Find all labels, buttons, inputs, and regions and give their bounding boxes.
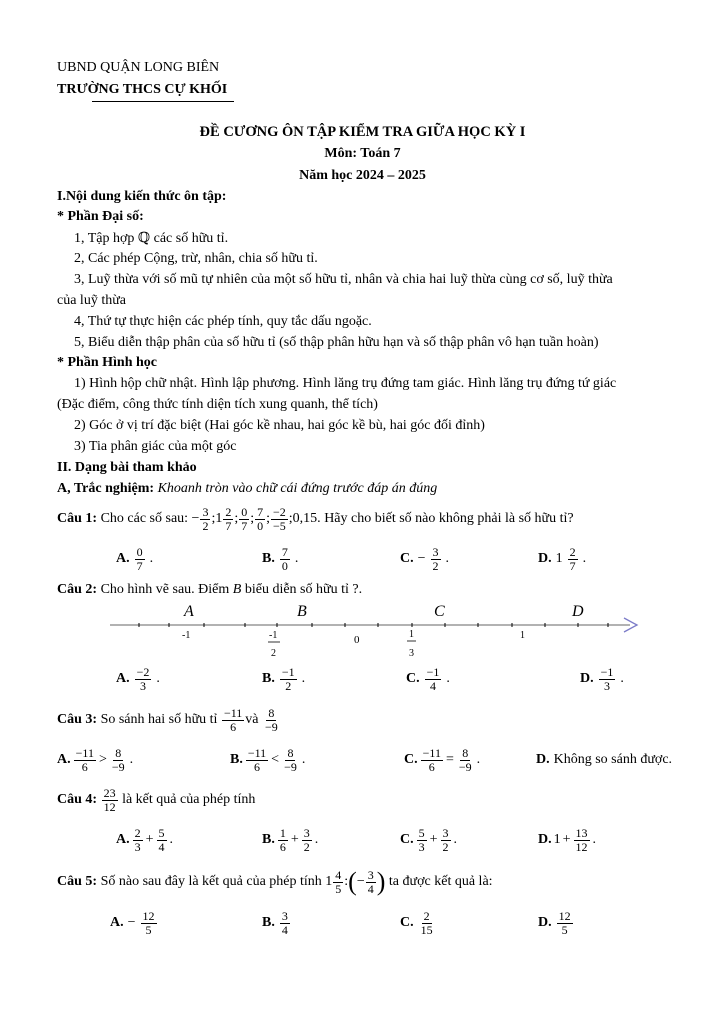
q4-label: Câu 4: xyxy=(57,792,98,807)
q3-b-fraction-1: $\frac{-11}{6}$ xyxy=(247,745,267,774)
dot: . xyxy=(620,671,624,686)
option-label: B. xyxy=(230,752,243,767)
q1-option-d[interactable] xyxy=(538,542,586,576)
option-label: B. xyxy=(262,832,275,847)
q3-text: So sánh hai số hữu tỉ xyxy=(100,712,218,727)
dot: . xyxy=(476,752,481,767)
plus: + xyxy=(429,832,438,847)
q2-d-fraction: $\frac{-1}{3}$ xyxy=(600,664,614,693)
tick-label-zero: 0 xyxy=(354,634,360,646)
option-label: B. xyxy=(262,915,275,930)
point-label-c: C xyxy=(434,603,445,620)
right-paren: ) xyxy=(376,867,386,896)
q2-label: Câu 2: xyxy=(57,582,98,597)
q1-text-question: Hãy cho biết số nào không phải là số hữu tỉ? xyxy=(324,511,574,526)
dot: . xyxy=(314,832,319,847)
algebra-item-4: 4, Thứ tự thực hiện các phép tính, quy tắc dấu ngoặc. xyxy=(74,314,372,329)
district-name: UBND QUẬN LONG BIÊN xyxy=(57,60,220,75)
q4-option-d[interactable] xyxy=(538,823,596,857)
q2-option-b[interactable] xyxy=(262,662,305,696)
algebra-item-3-continued: của luỹ thừa xyxy=(57,293,127,308)
q4-fraction: $\frac{23}{12}$ xyxy=(103,785,116,814)
q2-text-rest: biểu diễn số hữu tỉ ?. xyxy=(244,582,363,597)
question-3 xyxy=(57,703,281,737)
dot: . xyxy=(294,551,299,566)
dot: . xyxy=(592,832,597,847)
question-2 xyxy=(57,582,362,598)
q3-option-a[interactable] xyxy=(57,743,133,777)
whole: 1 xyxy=(555,551,563,566)
fraction: $\frac{2}{15}$ xyxy=(420,908,433,937)
whole: 1 xyxy=(553,832,561,847)
tick-label-minus-half-den: 2 xyxy=(271,648,276,659)
q2-option-d[interactable] xyxy=(580,662,624,696)
q5-label: Câu 5: xyxy=(57,874,98,889)
q3-label: Câu 3: xyxy=(57,712,98,727)
tick-label-minus-half-num: -1 xyxy=(269,630,278,641)
question-4 xyxy=(57,783,255,817)
geometry-item-2: 2) Góc ở vị trí đặc biệt (Hai góc kề nhau, hai góc kề bù, hai góc đối đỉnh) xyxy=(74,418,485,433)
q5-text-intro: Số nào sau đây là kết quả của phép tính xyxy=(100,874,322,889)
q2-option-c[interactable] xyxy=(406,662,450,696)
q3-option-c[interactable] xyxy=(404,743,480,777)
mc-heading: A, Trắc nghiệm: xyxy=(57,481,155,496)
dot: . xyxy=(156,671,160,686)
question-5 xyxy=(57,864,493,900)
q4-option-c[interactable] xyxy=(400,823,457,857)
q2-a-fraction: $\frac{-2}{3}$ xyxy=(136,664,150,693)
dot: . xyxy=(149,551,154,566)
q5-fraction-1: $\frac{4}{5}$ xyxy=(335,867,342,896)
option-label: D. xyxy=(538,832,552,847)
point-label-a: A xyxy=(184,603,194,620)
q3-option-d[interactable] xyxy=(536,743,672,777)
q4-option-b[interactable] xyxy=(262,823,318,857)
geometry-item-1-continued: (Đặc điểm, công thức tính diện tích xung quanh, thể tích) xyxy=(57,397,378,412)
fraction: $\frac{12}{5}$ xyxy=(558,908,571,937)
q3-c-fraction-2: $\frac{8}{-9}$ xyxy=(458,745,472,774)
q3-d-text: Không so sánh được. xyxy=(553,752,673,767)
whole: 1 xyxy=(325,874,333,889)
fraction: $\frac{2}{3}$ xyxy=(134,825,141,854)
q4-option-a[interactable] xyxy=(116,823,173,857)
option-label: A. xyxy=(110,915,124,930)
q3-a-fraction-2: $\frac{8}{-9}$ xyxy=(111,745,125,774)
option-label: A. xyxy=(116,551,130,566)
q2-text-intro: Cho hình vẽ sau. Điểm xyxy=(100,582,230,597)
q1-fraction-5: $\frac{-2}{-5}$ xyxy=(273,504,286,533)
q1-sep: ; xyxy=(211,511,216,526)
q5-option-a[interactable] xyxy=(110,906,158,940)
option-label: C. xyxy=(404,752,418,767)
q3-c-fraction-1: $\frac{-11}{6}$ xyxy=(422,745,441,774)
tick-label-third-den: 3 xyxy=(409,648,414,659)
q3-and: và xyxy=(245,712,259,727)
q3-b-fraction-2: $\frac{8}{-9}$ xyxy=(284,745,297,774)
q4-text: là kết quả của phép tính xyxy=(122,792,256,807)
algebra-item-2: 2, Các phép Cộng, trừ, nhân, chia số hữu tỉ. xyxy=(74,251,318,266)
fraction: $\frac{3}{2}$ xyxy=(442,825,449,854)
q1-text-intro: Cho các số sau: xyxy=(100,511,189,526)
minus: − xyxy=(356,874,365,889)
dot: . xyxy=(445,551,450,566)
part2-heading: II. Dạng bài tham khảo xyxy=(57,460,197,475)
question-1 xyxy=(57,502,574,536)
q1-option-b[interactable] xyxy=(262,542,298,576)
q1-whole: 1 xyxy=(215,511,223,526)
q2-b-fraction: $\frac{-1}{2}$ xyxy=(281,664,295,693)
fraction: $\frac{5}{3}$ xyxy=(418,825,425,854)
q5-option-c[interactable] xyxy=(400,906,436,940)
plus: + xyxy=(145,832,154,847)
q1-tail: ;0,15. xyxy=(288,511,321,526)
option-label: C. xyxy=(400,551,414,566)
q1-option-a[interactable] xyxy=(116,542,153,576)
geometry-item-3: 3) Tia phân giác của một góc xyxy=(74,439,237,454)
option-label: B. xyxy=(262,551,275,566)
fraction: $\frac{12}{5}$ xyxy=(142,908,155,937)
option-label: A. xyxy=(116,671,130,686)
fraction: $\frac{3}{4}$ xyxy=(281,908,288,937)
fraction: $\frac{1}{6}$ xyxy=(279,825,286,854)
point-label-d: D xyxy=(572,603,584,620)
geometry-heading: * Phần Hình học xyxy=(57,355,157,370)
fraction: $\frac{3}{2}$ xyxy=(303,825,310,854)
q1-d-fraction: $\frac{2}{7}$ xyxy=(569,544,576,573)
dot: . xyxy=(129,752,134,767)
q1-sep: ; xyxy=(266,511,271,526)
subject-title: Môn: Toán 7 xyxy=(324,146,401,161)
tick-label-third-num: 1 xyxy=(409,629,414,640)
option-label: D. xyxy=(536,752,550,767)
option-label: D. xyxy=(538,551,552,566)
q5-option-d[interactable] xyxy=(538,906,574,940)
number-line-figure xyxy=(100,600,645,660)
sign: − xyxy=(417,551,426,566)
mc-heading-line xyxy=(57,481,437,497)
greater-than: > xyxy=(98,752,107,767)
option-label: D. xyxy=(538,915,552,930)
left-paren: ( xyxy=(348,867,357,896)
q1-minus: − xyxy=(191,511,200,526)
q1-a-fraction: $\frac{0}{7}$ xyxy=(136,544,143,573)
plus: + xyxy=(562,832,571,847)
q5-fraction-2: $\frac{3}{4}$ xyxy=(367,867,374,896)
q3-fraction-1: $\frac{-11}{6}$ xyxy=(223,705,243,734)
fraction: $\frac{13}{12}$ xyxy=(575,825,588,854)
document-title: ĐỀ CƯƠNG ÔN TẬP KIỂM TRA GIỮA HỌC KỲ I xyxy=(199,124,526,140)
point-label-b: B xyxy=(297,603,307,620)
dot: . xyxy=(446,671,450,686)
q1-fraction-4: $\frac{7}{0}$ xyxy=(257,504,264,533)
dot: . xyxy=(301,671,306,686)
algebra-item-3: 3, Luỹ thừa với số mũ tự nhiên của một số hữu tỉ, nhân và chia hai luỹ thừa cùng cơ số, luỹ thừa xyxy=(74,272,613,287)
q2-option-a[interactable] xyxy=(116,662,160,696)
q3-a-fraction-1: $\frac{-11}{6}$ xyxy=(75,745,94,774)
q5-option-b[interactable] xyxy=(262,906,291,940)
option-label: C. xyxy=(400,832,414,847)
header-underline xyxy=(92,101,234,102)
tick-label-one: 1 xyxy=(520,630,525,641)
dot: . xyxy=(582,551,587,566)
colon: : xyxy=(344,874,349,889)
option-label: A. xyxy=(57,752,71,767)
tick-label-minus-1: -1 xyxy=(182,630,191,641)
option-label: D. xyxy=(580,671,594,686)
less-than: < xyxy=(271,752,280,767)
q1-c-fraction: $\frac{3}{2}$ xyxy=(432,544,439,573)
q1-fraction-2: $\frac{2}{7}$ xyxy=(225,504,232,533)
geometry-item-1: 1) Hình hộp chữ nhật. Hình lập phương. Hình lăng trụ đứng tam giác. Hình lăng trụ đứng tứ giác xyxy=(74,376,617,391)
mc-instruction: Khoanh tròn vào chữ cái đứng trước đáp án đúng xyxy=(157,481,438,496)
q1-sep: ; xyxy=(250,511,255,526)
school-name: TRƯỜNG THCS CỰ KHỐI xyxy=(57,82,228,97)
q1-fraction-1: $\frac{3}{2}$ xyxy=(202,504,209,533)
q2-point: B xyxy=(232,582,242,597)
algebra-item-1: 1, Tập hợp ℚ các số hữu tỉ. xyxy=(74,231,229,246)
q1-label: Câu 1: xyxy=(57,511,98,526)
q5-text-rest: ta được kết quả là: xyxy=(388,874,493,889)
dot: . xyxy=(169,832,174,847)
dot: . xyxy=(301,752,306,767)
q2-c-fraction: $\frac{-1}{4}$ xyxy=(426,664,440,693)
school-year: Năm học 2024 – 2025 xyxy=(299,168,426,183)
option-label: C. xyxy=(406,671,420,686)
q1-b-fraction: $\frac{7}{0}$ xyxy=(281,544,288,573)
plus: + xyxy=(290,832,299,847)
option-label: B. xyxy=(262,671,275,686)
q1-fraction-3: $\frac{0}{7}$ xyxy=(241,504,248,533)
option-label: C. xyxy=(400,915,414,930)
q1-sep: ; xyxy=(234,511,239,526)
q3-fraction-2: $\frac{8}{-9}$ xyxy=(264,705,278,734)
option-label: A. xyxy=(116,832,130,847)
algebra-heading: * Phần Đại số: xyxy=(57,209,144,224)
q1-option-c[interactable] xyxy=(400,542,449,576)
equals: = xyxy=(445,752,454,767)
dot: . xyxy=(453,832,458,847)
fraction: $\frac{5}{4}$ xyxy=(158,825,165,854)
q3-option-b[interactable] xyxy=(230,743,305,777)
algebra-item-5: 5, Biểu diễn thập phân của số hữu tỉ (số thập phân hữu hạn và số thập phân vô hạn tuần hoàn) xyxy=(74,335,599,350)
sign: − xyxy=(127,915,136,930)
part1-heading: I.Nội dung kiến thức ôn tập: xyxy=(57,189,227,204)
